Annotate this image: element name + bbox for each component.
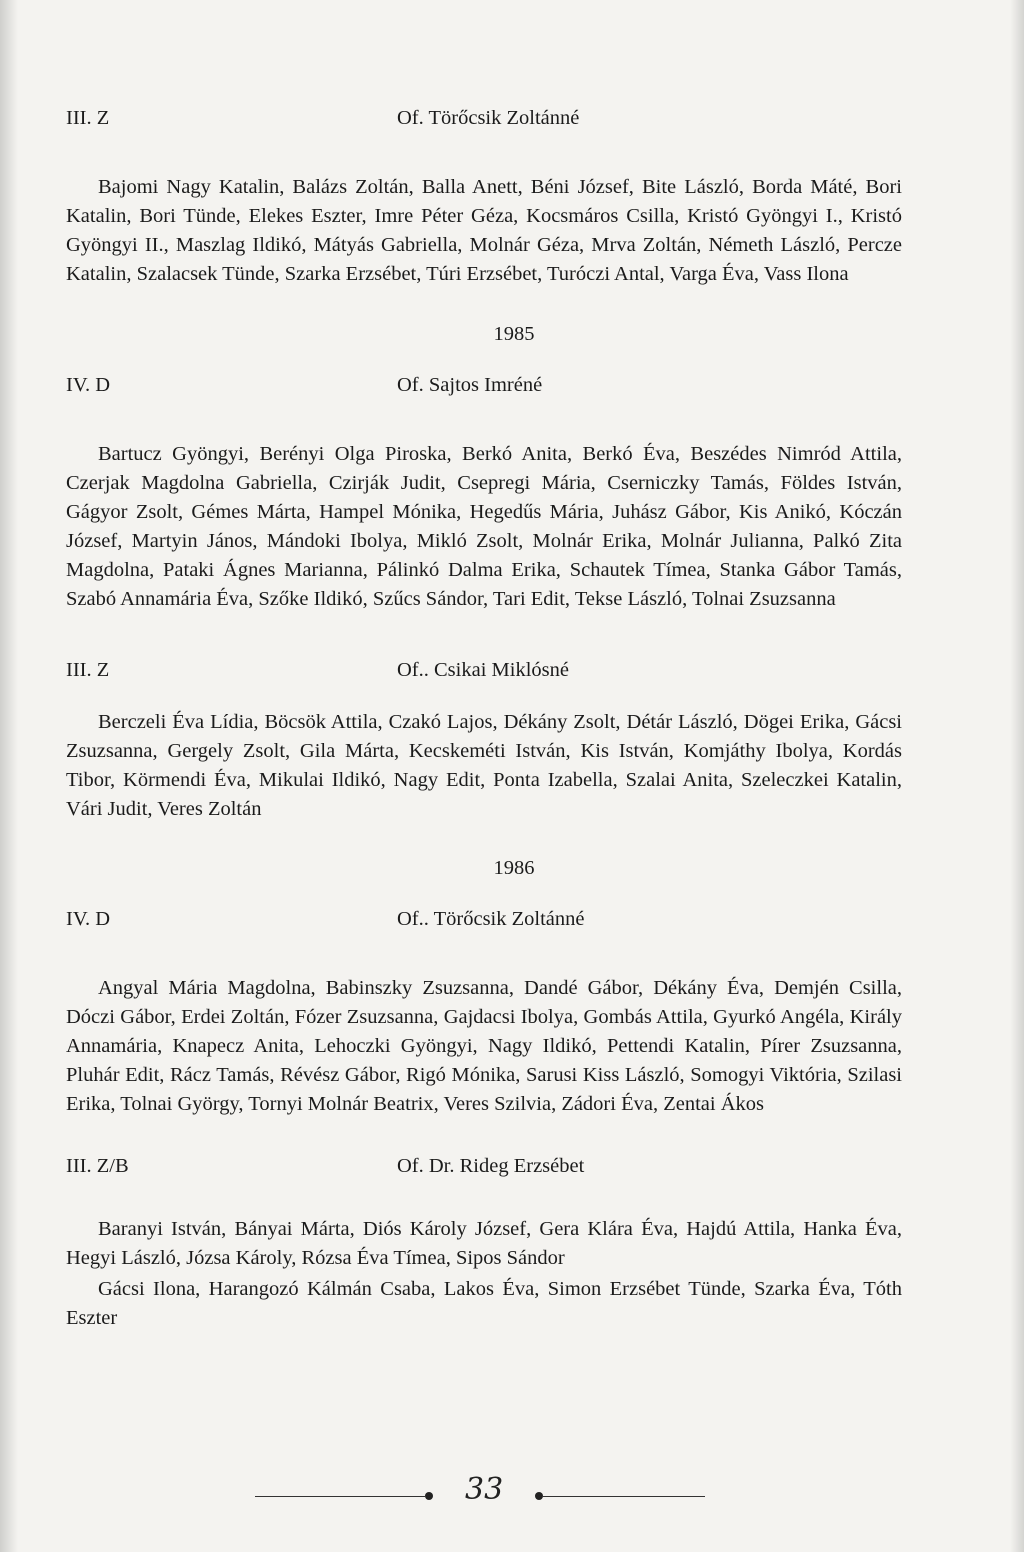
page-number: 33 (465, 1472, 504, 1507)
teacher-label: Of.. Csikai Miklósné (397, 659, 569, 681)
class-label: III. Z/B (66, 1155, 129, 1177)
teacher-label: Of. Sajtos Imréné (397, 374, 543, 396)
class-heading (66, 371, 902, 400)
teacher-label: Of. Törőcsik Zoltánné (397, 107, 580, 129)
class-label: III. Z (66, 107, 110, 129)
class-heading (66, 905, 902, 934)
class-label: III. Z (66, 659, 110, 681)
footer-rule-left (255, 1496, 425, 1497)
year-heading: 1986 (493, 857, 535, 879)
class-heading (66, 656, 902, 685)
class-heading (66, 104, 902, 133)
class-label: IV. D (66, 908, 111, 930)
year-heading: 1985 (493, 323, 535, 345)
teacher-label: Of. Dr. Rideg Erzsébet (397, 1155, 585, 1177)
student-list: Bartucz Gyöngyi, Berényi Olga Piroska, Berkó Anita, Berkó Éva, Beszédes Nimród Attila, Czerjak Magdolna Gabriella, Czirják Judit, Csepregi Mária, Cserniczky Tamás, Földes István, Gágyor Zsolt, Gémes Márta, Hampel Mónika, Hegedűs Mária, Juhász Gábor, Kis Anikó, Kóczán József, Martyin János, Mándoki Ibolya, Mikló Zsolt, Molnár Erika, Molnár Julianna, Palkó Zita Magdolna, Pataki Ágnes Marianna, Pálinkó Dalma Erika, Schautek Tímea, Stanka Gábor Tamás, Szabó Annamária Éva, Szőke Ildikó, Szűcs Sándor, Tari Edit, Tekse László, Tolnai Zsuzsanna (66, 443, 902, 610)
footer-rule-right (543, 1496, 705, 1497)
footer-bullet-left (425, 1492, 433, 1500)
class-heading (66, 1152, 902, 1181)
class-label: IV. D (66, 374, 111, 396)
footer-bullet-right (535, 1492, 543, 1500)
student-list: Angyal Mária Magdolna, Babinszky Zsuzsanna, Dandé Gábor, Dékány Éva, Demjén Csilla, Dóczi Gábor, Erdei Zoltán, Fózer Zsuzsanna, Gajdacsi Ibolya, Gombás Attila, Gyurkó Angéla, Király Annamária, Knapecz Anita, Lehoczki Gyöngyi, Nagy Ildikó, Pettendi Katalin, Pírer Zsuzsanna, Pluhár Edit, Rácz Tamás, Révész Gábor, Rigó Mónika, Sarusi Kiss László, Somogyi Viktória, Szilasi Erika, Tolnai György, Tornyi Molnár Beatrix, Veres Szilvia, Zádori Éva, Zentai Ákos (66, 977, 902, 1115)
page-footer (255, 1470, 705, 1510)
student-list: Berczeli Éva Lídia, Böcsök Attila, Czakó Lajos, Dékány Zsolt, Détár László, Dögei Erika, Gácsi Zsuzsanna, Gergely Zsolt, Gila Márta, Kecskeméti István, Kis István, Komjáthy Ibolya, Kordás Tibor, Körmendi Éva, Mikulai Ildikó, Nagy Edit, Ponta Izabella, Szalai Anita, Szeleczkei Katalin, Vári Judit, Veres Zoltán (66, 711, 902, 820)
student-list: Bajomi Nagy Katalin, Balázs Zoltán, Balla Anett, Béni József, Bite László, Borda Máté, Bori Katalin, Bori Tünde, Elekes Eszter, Imre Péter Géza, Kocsmáros Csilla, Kristó Gyöngyi I., Kristó Gyöngyi II., Maszlag Ildikó, Mátyás Gabriella, Molnár Géza, Mrva Zoltán, Németh László, Percze Katalin, Szalacsek Tünde, Szarka Erzsébet, Túri Erzsébet, Turóczi Antal, Varga Éva, Vass Ilona (66, 176, 902, 285)
student-list: Baranyi István, Bányai Márta, Diós Károly József, Gera Klára Éva, Hajdú Attila, Hanka Éva, Hegyi László, Józsa Károly, Rózsa Éva Tímea, Sipos Sándor (66, 1218, 902, 1269)
teacher-label: Of.. Törőcsik Zoltánné (397, 908, 585, 930)
page-content (66, 104, 902, 1333)
student-list: Gácsi Ilona, Harangozó Kálmán Csaba, Lakos Éva, Simon Erzsébet Tünde, Szarka Éva, Tóth Eszter (66, 1278, 902, 1329)
